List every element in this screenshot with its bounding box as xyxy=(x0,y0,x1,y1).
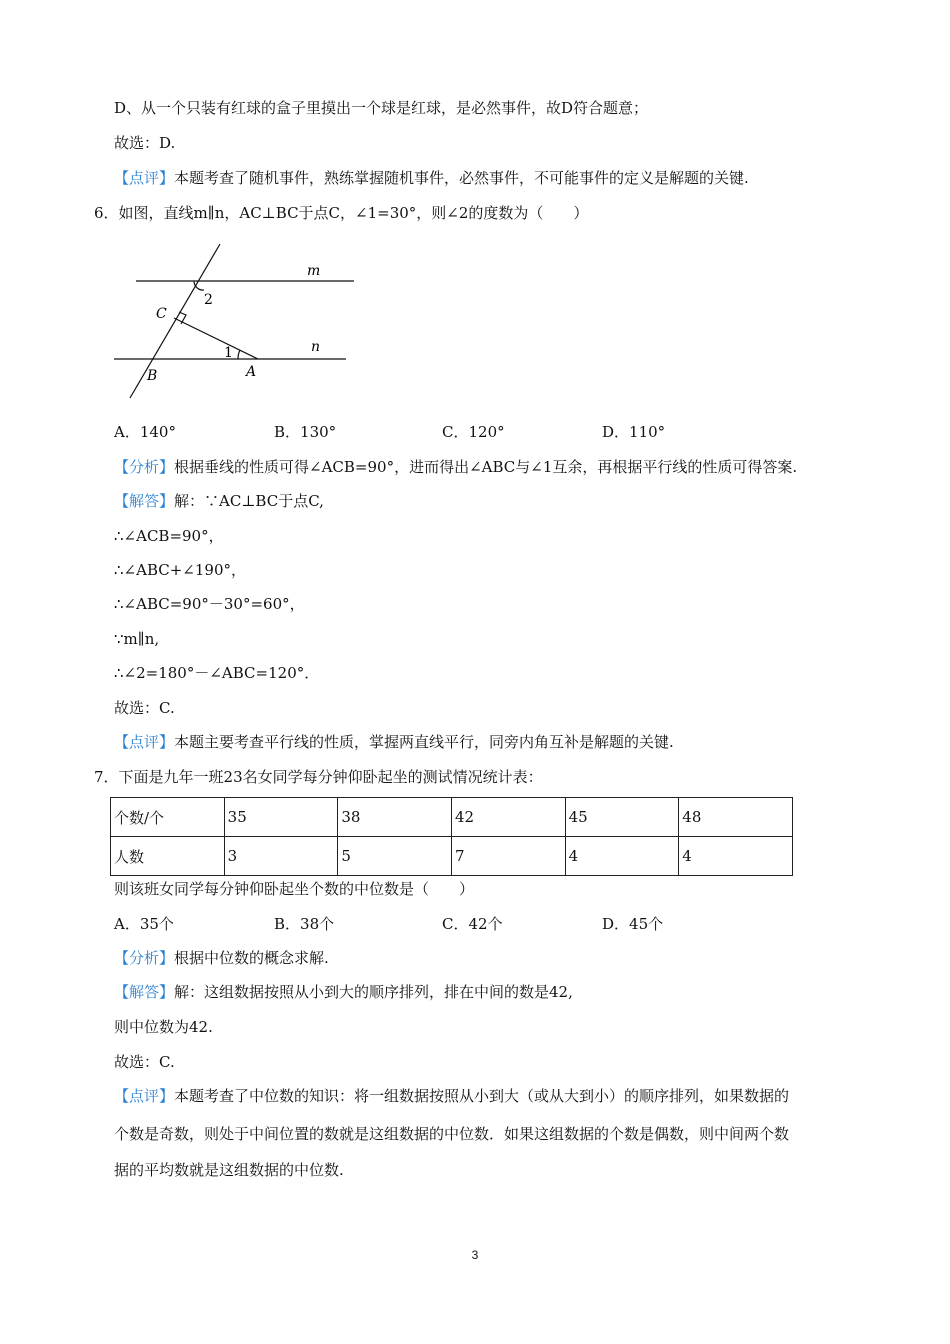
answer-tag: 【解答】 xyxy=(114,492,175,510)
label-n: n xyxy=(311,339,321,355)
label-b: B xyxy=(147,368,158,384)
q6-option-c: C．120° xyxy=(442,423,505,441)
q6-step-2: ∴∠ABC+∠190°， xyxy=(114,561,246,579)
comment-text: 本题考查了中位数的知识：将一组数据按照从小到大（或从大到小）的顺序排列，如果数据的 xyxy=(174,1087,790,1105)
table-row xyxy=(111,837,793,876)
analysis-text: 根据垂线的性质可得∠ACB=90°，进而得出∠ABC与∠1互余，再根据平行线的性质可得答案. xyxy=(174,458,798,476)
answer-text: 解：这组数据按照从小到大的顺序排列，排在中间的数是42, xyxy=(174,983,573,1001)
q7-comment-line-3: 据的平均数就是这组数据的中位数. xyxy=(114,1161,344,1179)
angle-1-arc xyxy=(238,350,240,359)
q7-stats-table xyxy=(110,797,793,876)
table-row xyxy=(111,798,793,837)
q6-options xyxy=(114,422,734,442)
label-1: 1 xyxy=(224,345,233,361)
q6-step-3: ∴∠ABC=90°－30°=60°， xyxy=(114,595,305,613)
q7-comment xyxy=(114,1086,789,1106)
table-cell: 人数 xyxy=(111,837,225,876)
q7-option-b: B．38个 xyxy=(274,915,335,933)
q6-figure xyxy=(100,240,370,410)
table-cell: 5 xyxy=(338,837,452,876)
q6-step-5: ∴∠2=180°－∠ABC=120°． xyxy=(114,664,320,682)
q6-selection: 故选：C. xyxy=(114,699,175,717)
q6-option-d: D．110° xyxy=(602,423,666,441)
label-m: m xyxy=(307,263,321,279)
table-cell: 42 xyxy=(451,798,565,837)
q5-selection: 故选：D. xyxy=(114,134,176,152)
label-2: 2 xyxy=(204,292,213,308)
table-cell: 3 xyxy=(224,837,338,876)
right-angle-mark xyxy=(179,312,186,324)
q7-selection: 故选：C. xyxy=(114,1053,175,1071)
analysis-tag: 【分析】 xyxy=(114,458,175,476)
q6-stem: 6．如图，直线m∥n，AC⊥BC于点C，∠1=30°，则∠2的度数为（ ） xyxy=(94,204,589,222)
comment-text: 本题主要考查平行线的性质，掌握两直线平行，同旁内角互补是解题的关键. xyxy=(174,733,674,751)
table-cell: 35 xyxy=(224,798,338,837)
q6-step-4: ∵m∥n, xyxy=(114,630,160,648)
q7-options xyxy=(114,914,734,934)
analysis-tag: 【分析】 xyxy=(114,949,175,967)
q7-step-1: 则中位数为42. xyxy=(114,1018,213,1036)
table-cell: 38 xyxy=(338,798,452,837)
comment-text: 本题考查了随机事件，熟练掌握随机事件，必然事件，不可能事件的定义是解题的关键. xyxy=(174,169,749,187)
table-cell: 45 xyxy=(565,798,679,837)
table-cell: 4 xyxy=(565,837,679,876)
table-cell: 7 xyxy=(451,837,565,876)
table-cell: 个数/个 xyxy=(111,798,225,837)
table-cell: 48 xyxy=(679,798,793,837)
answer-text: 解：∵AC⊥BC于点C, xyxy=(174,492,324,510)
table-cell: 4 xyxy=(679,837,793,876)
page-number: 3 xyxy=(471,1248,479,1262)
q7-option-d: D．45个 xyxy=(602,915,664,933)
q7-analysis xyxy=(114,948,329,968)
line-bc xyxy=(130,244,220,398)
q7-question: 则该班女同学每分钟仰卧起坐个数的中位数是（ ） xyxy=(114,880,475,898)
q6-comment xyxy=(114,732,674,752)
comment-tag: 【点评】 xyxy=(114,169,175,187)
label-c: C xyxy=(156,306,167,322)
q6-analysis xyxy=(114,457,797,477)
label-a: A xyxy=(246,364,257,380)
q5-option-d-text: D、从一个只装有红球的盒子里摸出一个球是红球，是必然事件，故D符合题意； xyxy=(114,99,649,117)
answer-tag: 【解答】 xyxy=(114,983,175,1001)
q7-answer xyxy=(114,982,573,1002)
q6-option-a: A．140° xyxy=(114,423,176,441)
comment-tag: 【点评】 xyxy=(114,1087,175,1105)
comment-tag: 【点评】 xyxy=(114,733,175,751)
angle-2-arc xyxy=(194,281,204,290)
analysis-text: 根据中位数的概念求解. xyxy=(174,949,329,967)
q6-step-1: ∴∠ACB=90°， xyxy=(114,527,224,545)
q5-comment xyxy=(114,168,749,188)
q6-option-b: B．130° xyxy=(274,423,337,441)
q7-option-c: C．42个 xyxy=(442,915,503,933)
q7-comment-line-2: 个数是奇数，则处于中间位置的数就是这组数据的中位数．如果这组数据的个数是偶数，则中间两个数 xyxy=(114,1125,790,1143)
line-ca xyxy=(174,318,258,359)
q7-stem: 7．下面是九年一班23名女同学每分钟仰卧起坐的测试情况统计表： xyxy=(94,768,543,786)
q6-answer xyxy=(114,491,324,511)
q7-option-a: A．35个 xyxy=(114,915,174,933)
